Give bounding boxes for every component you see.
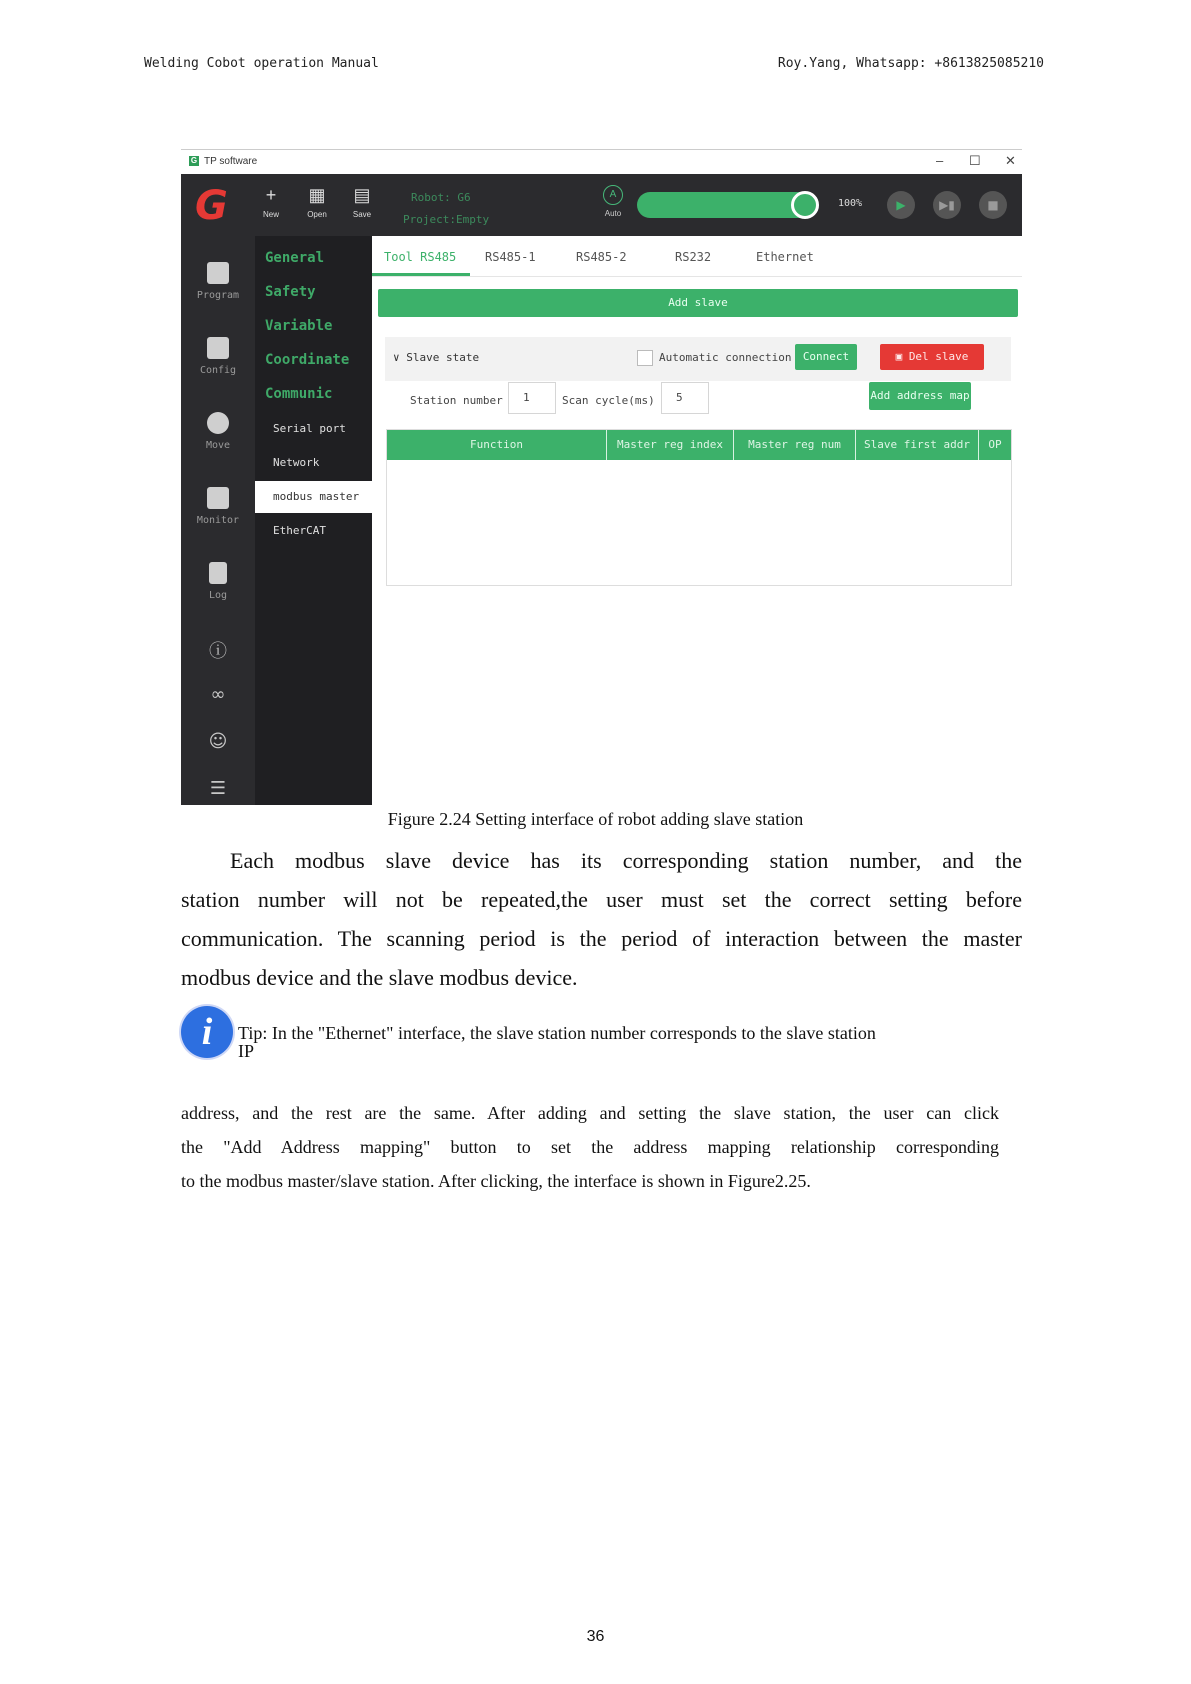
col-master-reg-index: Master reg index xyxy=(607,430,734,460)
nav-config[interactable] xyxy=(181,337,255,376)
scan-cycle-label: Scan cycle(ms) xyxy=(562,394,655,407)
tab-rs485-1[interactable]: RS485-1 xyxy=(485,250,536,264)
menu-safety[interactable]: Safety xyxy=(265,284,316,300)
nav-monitor[interactable] xyxy=(181,487,255,526)
nav-log-label: Log xyxy=(208,590,228,601)
nav-config-label: Config xyxy=(199,365,237,376)
chevron-down-icon: ∨ xyxy=(393,351,407,364)
close-button[interactable]: ✕ xyxy=(1005,153,1016,168)
add-slave-button[interactable]: Add slave xyxy=(378,289,1018,317)
station-number-value: 1 xyxy=(523,391,530,404)
del-slave-button[interactable] xyxy=(880,344,984,370)
paragraph-line: the "Add Address mapping" button to set the address mapping relationship corresponding xyxy=(181,1137,999,1157)
table-header xyxy=(387,430,1011,460)
tip-text xyxy=(238,1024,998,1060)
menu-modbus-master-label: modbus master xyxy=(273,490,360,503)
open-label: Open xyxy=(307,210,327,219)
port-tabs xyxy=(372,236,1022,277)
running-header-title: Welding Cobot operation Manual xyxy=(144,56,379,71)
window-titlebar xyxy=(181,149,1022,175)
figure-caption: Figure 2.24 Setting interface of robot adding slave station xyxy=(387,809,804,829)
add-address-map-button[interactable]: Add address map xyxy=(869,382,971,410)
nav-move[interactable] xyxy=(181,412,255,451)
nav-monitor-label: Monitor xyxy=(196,515,240,526)
new-button[interactable] xyxy=(257,184,285,219)
software-screenshot xyxy=(181,149,1022,805)
active-tab-indicator xyxy=(372,273,470,276)
station-number-input[interactable] xyxy=(508,382,556,414)
info-icon: i xyxy=(181,1006,233,1058)
body-paragraph-1 xyxy=(181,841,1022,997)
config-icon xyxy=(207,337,229,359)
menu-icon[interactable]: ☰ xyxy=(209,778,227,799)
robot-name: Robot: G6 xyxy=(411,191,471,204)
nav-program[interactable] xyxy=(181,262,255,301)
menu-network[interactable]: Network xyxy=(273,456,320,469)
window-title: TP software xyxy=(204,156,258,167)
menu-general[interactable]: General xyxy=(265,250,325,266)
tab-ethernet[interactable]: Ethernet xyxy=(756,250,814,264)
settings-submenu xyxy=(255,236,372,805)
paragraph-line: station number will not be repeated,the user must set the correct setting before xyxy=(181,887,1022,912)
speed-slider-knob[interactable] xyxy=(791,191,819,219)
connect-button[interactable]: Connect xyxy=(795,344,857,370)
menu-communic[interactable]: Communic xyxy=(265,386,333,402)
del-slave-label: Del slave xyxy=(908,350,969,363)
robot-info xyxy=(403,187,489,231)
slave-state-title[interactable] xyxy=(393,351,479,364)
speed-value: 100% xyxy=(838,198,863,209)
save-label: Save xyxy=(352,210,372,219)
running-header-contact: Roy.Yang, Whatsapp: +8613825085210 xyxy=(777,56,1044,71)
save-icon: ▤ xyxy=(353,185,371,205)
tab-tool-rs485[interactable]: Tool RS485 xyxy=(384,250,457,264)
col-op: OP xyxy=(988,438,1002,451)
paragraph-line: modbus device and the slave modbus device. xyxy=(181,965,578,990)
scan-cycle-input[interactable] xyxy=(661,382,709,414)
tab-rs232[interactable]: RS232 xyxy=(675,250,712,264)
slave-state-panel xyxy=(385,337,1011,381)
log-icon xyxy=(209,562,227,584)
apps-icon[interactable]: ∞ xyxy=(210,684,226,705)
paragraph-line: address, and the rest are the same. After adding and setting the slave station, the user can click xyxy=(181,1103,999,1123)
play-button[interactable]: ▶ xyxy=(887,191,915,219)
save-button[interactable] xyxy=(348,184,376,219)
nav-move-label: Move xyxy=(205,440,231,451)
user-icon[interactable]: ☺ xyxy=(208,731,228,752)
auto-connect-checkbox[interactable] xyxy=(637,350,653,366)
col-function: Function xyxy=(387,430,607,460)
menu-variable[interactable]: Variable xyxy=(265,318,333,334)
help-icon[interactable]: ⓘ xyxy=(209,641,227,662)
open-button[interactable] xyxy=(303,184,331,219)
menu-coordinate[interactable]: Coordinate xyxy=(265,352,350,368)
nav-log[interactable] xyxy=(181,562,255,601)
scan-cycle-value: 5 xyxy=(676,391,683,404)
menu-serial-port[interactable]: Serial port xyxy=(273,422,346,435)
menu-ethercat[interactable]: EtherCAT xyxy=(273,524,326,537)
paragraph-line: to the modbus master/slave station. After clicking, the interface is shown in Figure2.25. xyxy=(181,1171,811,1191)
col-master-reg-num: Master reg num xyxy=(734,430,856,460)
menu-modbus-master[interactable] xyxy=(255,481,372,513)
app-logo-icon: G xyxy=(190,156,198,165)
col-slave-first-addr: Slave first addr xyxy=(856,430,979,460)
left-navigation xyxy=(181,236,255,805)
maximize-button[interactable]: ☐ xyxy=(969,153,981,168)
speed-slider[interactable] xyxy=(637,192,815,218)
station-number-label: Station number xyxy=(410,394,503,407)
trash-icon: ▣ xyxy=(895,350,909,363)
brand-logo-icon: G xyxy=(195,183,228,229)
tip-line-1: Tip: In the "Ethernet" interface, the slave station number corresponds to the slave station xyxy=(238,1023,876,1043)
page-number: 36 xyxy=(586,1628,605,1645)
nav-program-label: Program xyxy=(196,290,240,301)
move-icon xyxy=(207,412,229,434)
modbus-content xyxy=(372,236,1022,805)
mode-switch[interactable] xyxy=(603,185,623,218)
stop-button[interactable]: ■ xyxy=(979,191,1007,219)
program-icon xyxy=(207,262,229,284)
plus-icon: + xyxy=(265,185,277,205)
minimize-button[interactable]: – xyxy=(936,153,944,168)
paragraph-line: Each modbus slave device has its corresponding station number, and the xyxy=(230,848,1022,873)
auto-connect-label: Automatic connection xyxy=(659,351,792,364)
new-label: New xyxy=(262,210,279,219)
auto-mode-icon: A xyxy=(603,185,623,205)
paragraph-line: communication. The scanning period is the period of interaction between the master xyxy=(181,926,1022,951)
monitor-icon xyxy=(207,487,229,509)
project-name: Project:Empty xyxy=(403,213,490,226)
tab-rs485-2[interactable]: RS485-2 xyxy=(576,250,627,264)
body-paragraph-2 xyxy=(181,1096,999,1198)
step-button[interactable]: ▶▮ xyxy=(933,191,961,219)
tip-line-2: IP xyxy=(238,1041,255,1061)
slave-state-label: Slave state xyxy=(406,351,480,364)
address-map-table xyxy=(386,429,1012,586)
mode-label: Auto xyxy=(604,209,622,218)
top-toolbar xyxy=(181,174,1022,236)
open-file-icon: ▦ xyxy=(308,185,326,205)
